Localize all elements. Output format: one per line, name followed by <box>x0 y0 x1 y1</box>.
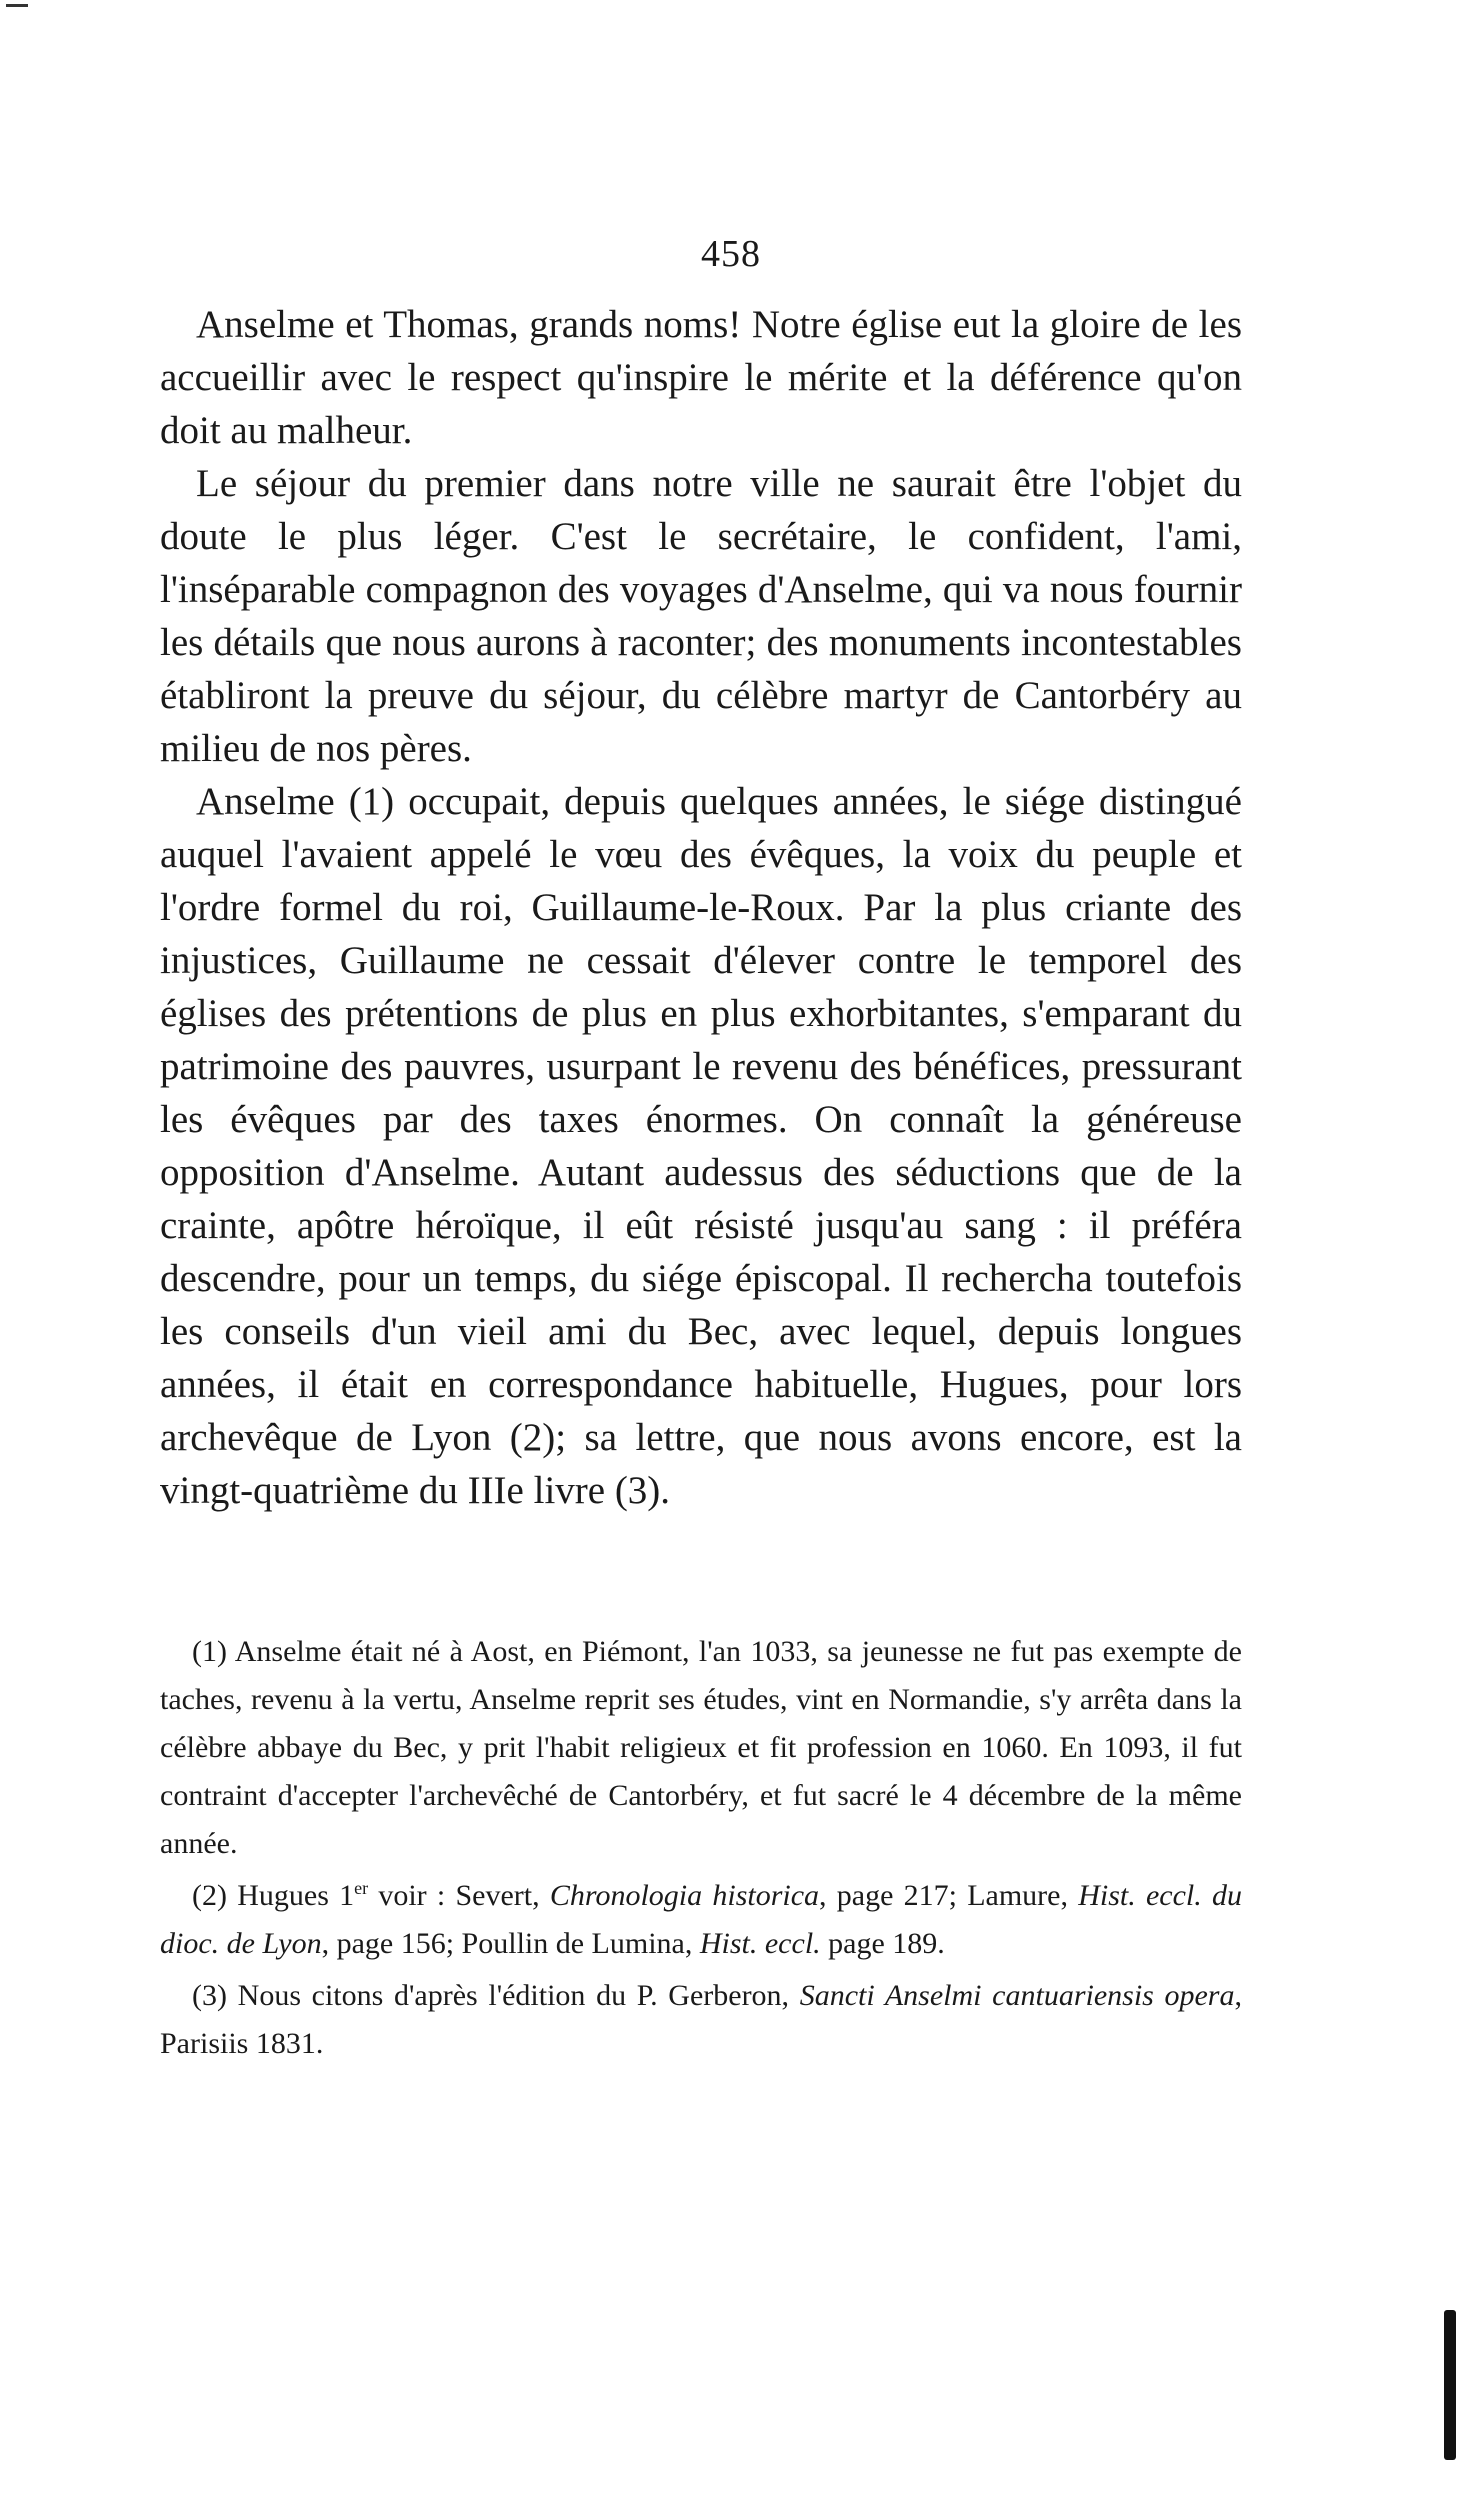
footnote-3-title: Sancti Anselmi cantuariensis opera <box>799 1979 1235 2012</box>
footnote-2-title: Hist. eccl. du dioc. de Lyon <box>160 1879 1243 1960</box>
footnote-2 <box>160 1872 1242 1968</box>
footnote-2-title: Chronologia historica <box>549 1879 820 1912</box>
footnote-2-part: page 189. <box>820 1927 945 1960</box>
footnote-3 <box>160 1972 1242 2068</box>
footnote-2-sup: er <box>354 1878 369 1898</box>
footnote-2-part: (2) Hugues 1 <box>192 1879 355 1912</box>
scan-corner-mark <box>6 4 28 7</box>
footnote-2-part: , page 217; Lamure, <box>819 1879 1079 1912</box>
footnote-2-part: , page 156; Poullin de Lumina, <box>321 1927 700 1960</box>
footnote-2-title: Hist. eccl. <box>699 1927 821 1960</box>
footnote-3-part: (3) Nous citons d'après l'édition du P. Gerberon, <box>192 1979 800 2012</box>
page-edge-mark <box>1444 2310 1456 2460</box>
paragraph-2: Le séjour du premier dans notre ville ne saurait être l'objet du doute le plus léger. C'est le secrétaire, le confident, l'ami, l'inséparable compagnon des voyages d'Anselme, qui va nous fournir les détails que nous aurons à raconter; des monuments incontestables établiront la preuve du séjour, du célèbre martyr de Cantorbéry au milieu de nos pères. <box>160 462 1242 770</box>
paragraph-3: Anselme (1) occupait, depuis quelques années, le siége distingué auquel l'avaient appelé le vœu des évêques, la voix du peuple et l'ordre formel du roi, Guillaume-le-Roux. Par la plus criante des injustices, Guillaume ne cessait d'élever contre le temporel des églises des prétentions de plus en plus exhorbitantes, s'emparant du patrimoine des pauvres, usurpant le revenu des bénéfices, pressurant les évêques par des taxes énormes. On connaît la généreuse opposition d'Anselme. Autant audessus des séductions que de la crainte, apôtre héroïque, il eût résisté jusqu'au sang : il préféra descendre, pour un temps, du siége épiscopal. Il rechercha toutefois les conseils d'un vieil ami du Bec, avec lequel, depuis longues années, il était en correspondance habituelle, Hugues, pour lors archevêque de Lyon (2); sa lettre, que nous avons encore, est la vingt-quatrième du IIIe livre (3). <box>160 780 1242 1512</box>
footnote-2-part: voir : Severt, <box>368 1879 550 1912</box>
footnotes <box>160 1628 1242 2072</box>
main-text <box>160 298 1242 1517</box>
page-number: 458 <box>701 233 761 275</box>
footnote-3-part: , Parisiis 1831. <box>160 1979 1242 2060</box>
paragraph-1: Anselme et Thomas, grands noms! Notre église eut la gloire de les accueillir avec le respect qu'inspire le mérite et la déférence qu'on doit au malheur. <box>160 303 1242 452</box>
footnote-1: (1) Anselme était né à Aost, en Piémont, l'an 1033, sa jeunesse ne fut pas exempte de taches, revenu à la vertu, Anselme reprit ses études, vint en Normandie, s'y arrêta dans la célèbre abbaye du Bec, y prit l'habit religieux et fit profession en 1060. En 1093, il fut contraint d'accepter l'archevêché de Cantorbéry, et fut sacré le 4 décembre de la même année. <box>160 1635 1242 1860</box>
